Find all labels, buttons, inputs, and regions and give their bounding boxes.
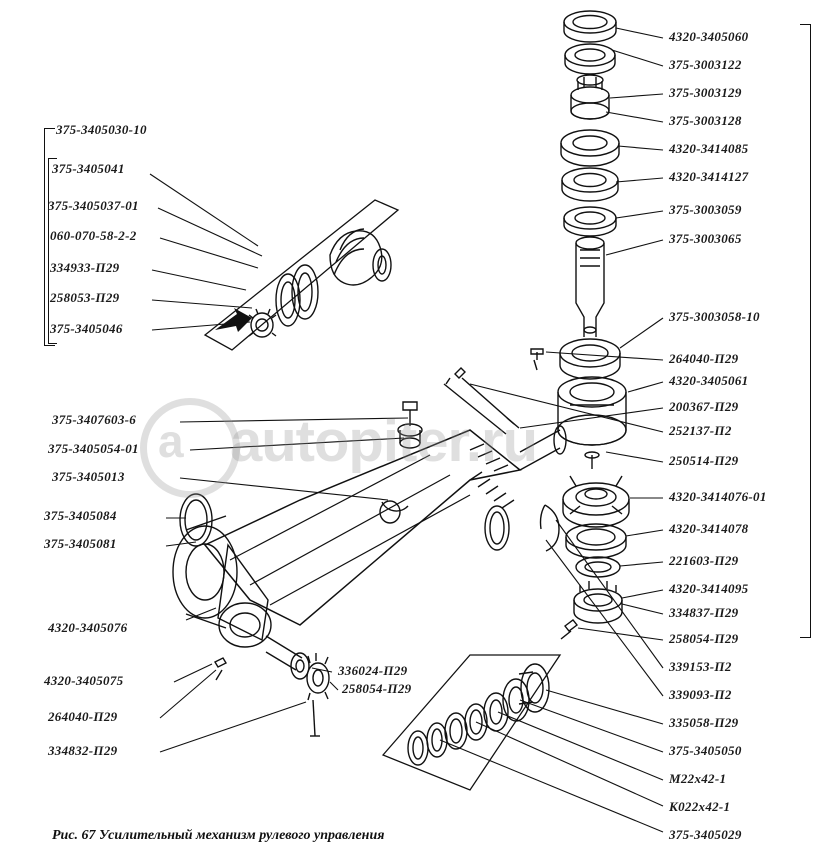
label-375-3003128: 375-3003128 [669,113,742,128]
label-M22x42-1: М22х42-1 [669,771,727,786]
label-258054-P29-center: 258054-П29 [342,681,412,696]
label-4320-3414085: 4320-3414085 [669,141,749,156]
label-4320-3414078: 4320-3414078 [669,521,749,536]
label-4320-3405060: 4320-3405060 [669,29,749,44]
label-375-3405037-01: 375-3405037-01 [48,198,139,213]
label-4320-3414095: 4320-3414095 [669,581,749,596]
watermark-text: autopiter.ru [230,409,538,474]
label-264040-P29-right: 264040-П29 [669,351,739,366]
label-375-3405041: 375-3405041 [52,161,125,176]
label-334933-P29: 334933-П29 [50,260,120,275]
label-375-3407603-6: 375-3407603-6 [52,412,137,427]
figure-caption: Рис. 67 Усилительный механизм рулевого управления [52,828,385,843]
watermark-a-letter: a [158,415,184,467]
label-258054-P29-right: 258054-П29 [669,631,739,646]
label-060-070-58-2-2: 060-070-58-2-2 [50,228,137,243]
label-375-3003129: 375-3003129 [669,85,742,100]
label-K022x42-1: К022х42-1 [669,799,731,814]
label-4320-3405076: 4320-3405076 [48,620,128,635]
label-4320-3414076-01: 4320-3414076-01 [669,489,767,504]
label-375-3405084: 375-3405084 [44,508,117,523]
label-375-3003065: 375-3003065 [669,231,742,246]
label-264040-P29-left: 264040-П29 [48,709,118,724]
label-left-group-header: 375-3405030-10 [56,122,147,137]
label-375-3003058-10: 375-3003058-10 [669,309,760,324]
label-336024-P29: 336024-П29 [338,663,408,678]
left-group-inner-bracket [48,158,57,344]
label-334837-P29: 334837-П29 [669,605,739,620]
label-221603-P29: 221603-П29 [669,553,739,568]
label-258053-P29: 258053-П29 [50,290,120,305]
label-375-3003059: 375-3003059 [669,202,742,217]
label-335058-P29: 335058-П29 [669,715,739,730]
label-375-3405046: 375-3405046 [50,321,123,336]
label-375-3003122: 375-3003122 [669,57,742,72]
label-375-3405050: 375-3405050 [669,743,742,758]
label-252137-P2: 252137-П2 [669,423,732,438]
label-200367-P29: 200367-П29 [669,399,739,414]
label-375-3405054-01: 375-3405054-01 [48,441,139,456]
label-339153-P2: 339153-П2 [669,659,732,674]
right-group-bracket [800,24,811,638]
label-334832-P29: 334832-П29 [48,743,118,758]
label-4320-3405075: 4320-3405075 [44,673,124,688]
label-375-3405081: 375-3405081 [44,536,117,551]
label-339093-P2: 339093-П2 [669,687,732,702]
label-250514-P29: 250514-П29 [669,453,739,468]
label-375-3405013: 375-3405013 [52,469,125,484]
label-4320-3414127: 4320-3414127 [669,169,749,184]
label-4320-3405061: 4320-3405061 [669,373,749,388]
label-375-3405029: 375-3405029 [669,827,742,842]
